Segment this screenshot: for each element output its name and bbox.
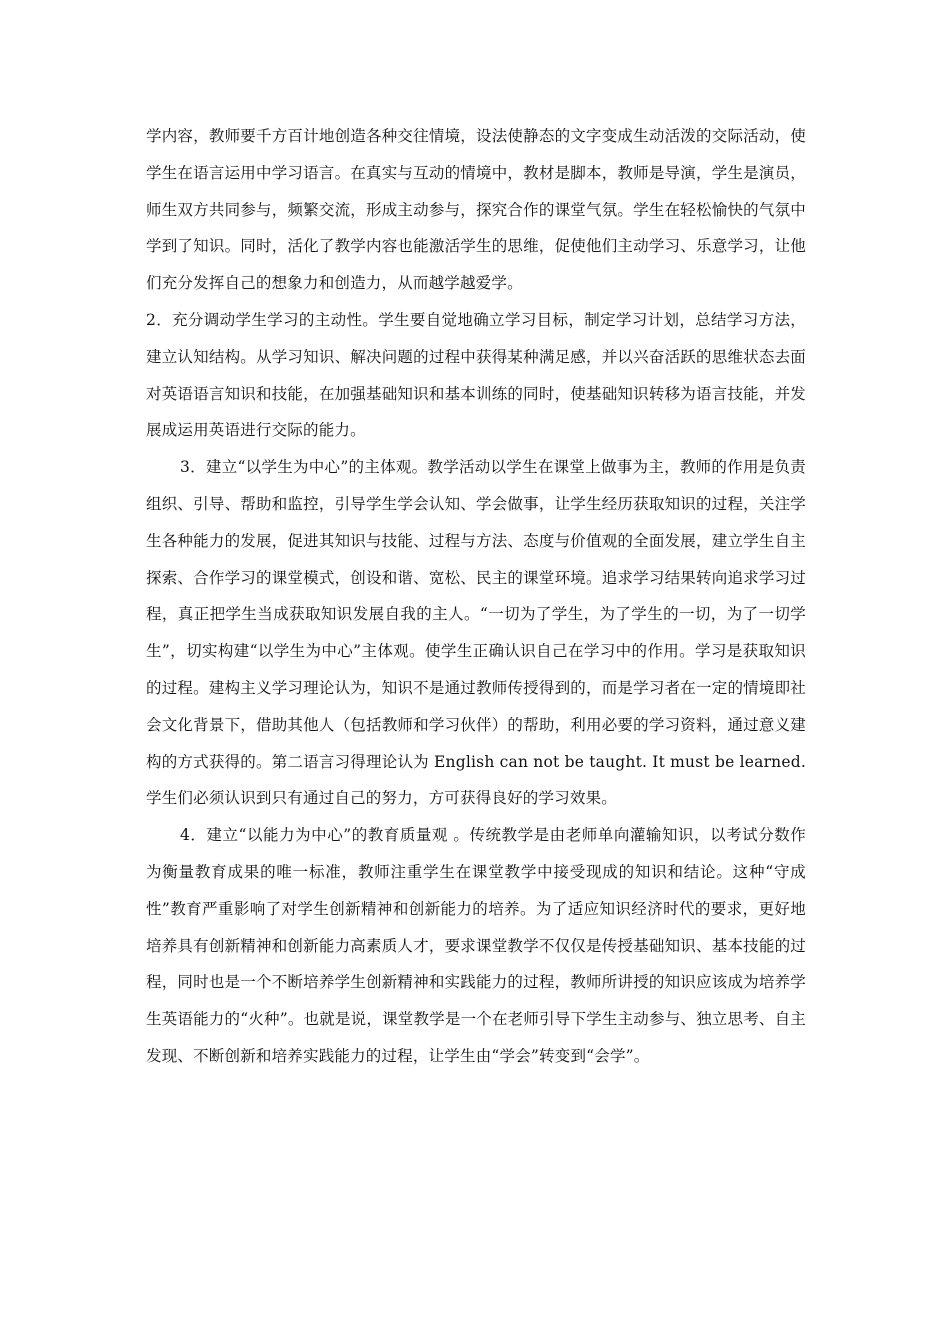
paragraph-point-4: 4．建立“以能力为中心”的教育质量观 。传统教学是由老师单向灌输知识，以考试分数作为衡量教育成果的唯一标准，教师注重学生在课堂教学中接受现成的知识和结论。这种“守成性”教育严重影响了对学生创新精神和创新能力的培养。为了适应知识经济时代的要求，更好地培养具有创新精神和创新能力高素质人才，要求课堂教学不仅仅是传授基础知识、基本技能的过程，同时也是一个不断培养学生创新精神和实践能力的过程，教师所讲授的知识应该成为培养学生英语能力的“火种”。也就是说，课堂教学是一个在老师引导下学生主动参与、独立思考、自主发现、不断创新和培养实践能力的过程，让学生由“学会”转变到“会学”。 xyxy=(146,826,806,1065)
paragraph-continuation: 学内容，教师要千方百计地创造各种交往情境，设法使静态的文字变成生动活泼的交际活动，使学生在语言运用中学习语言。在真实与互动的情境中，教材是脚本，教师是导演，学生是演员，师生双方共同参与，频繁交流，形成主动参与，探究合作的课堂气氛。学生在轻松愉快的气氛中学到了知识。同时，活化了教学内容也能激活学生的思维，促使他们主动学习、乐意学习，让他们充分发挥自己的想象力和创造力，从而越学越爱学。 xyxy=(146,127,806,293)
document-body xyxy=(146,118,806,1075)
paragraph-point-2: 2．充分调动学生学习的主动性。学生要自觉地确立学习目标，制定学习计划，总结学习方法，建立认知结构。从学习知识、解决问题的过程中获得某种满足感，并以兴奋活跃的思维状态去面对英语语言知识和技能，在加强基础知识和基本训练的同时，使基础知识转移为语言技能，并发展成运用英语进行交际的能力。 xyxy=(146,310,806,440)
paragraph-point-3: 3．建立“以学生为中心”的主体观。教学活动以学生在课堂上做事为主，教师的作用是负责组织、引导、帮助和监控，引导学生学会认知、学会做事，让学生经历获取知识的过程，关注学生各种能力的发展，促进其知识与技能、过程与方法、态度与价值观的全面发展，建立学生自主探索、合作学习的课堂模式，创设和谐、宽松、民主的课堂环境。追求学习结果转向追求学习过程，真正把学生当成获取知识发展自我的主人。“一切为了学生，为了学生的一切，为了一切学生”，切实构建“以学生为中心”主体观。使学生正确认识自己在学习中的作用。学习是获取知识的过程。建构主义学习理论认为，知识不是通过教师传授得到的，而是学习者在一定的情境即社会文化背景下，借助其他人（包括教师和学习伙伴）的帮助，利用必要的学习资料，通过意义建构的方式获得的。第二语言习得理论认为 English can not be taught. It must be learned. 学生们必须认识到只有通过自己的努力，方可获得良好的学习效果。 xyxy=(146,458,806,808)
